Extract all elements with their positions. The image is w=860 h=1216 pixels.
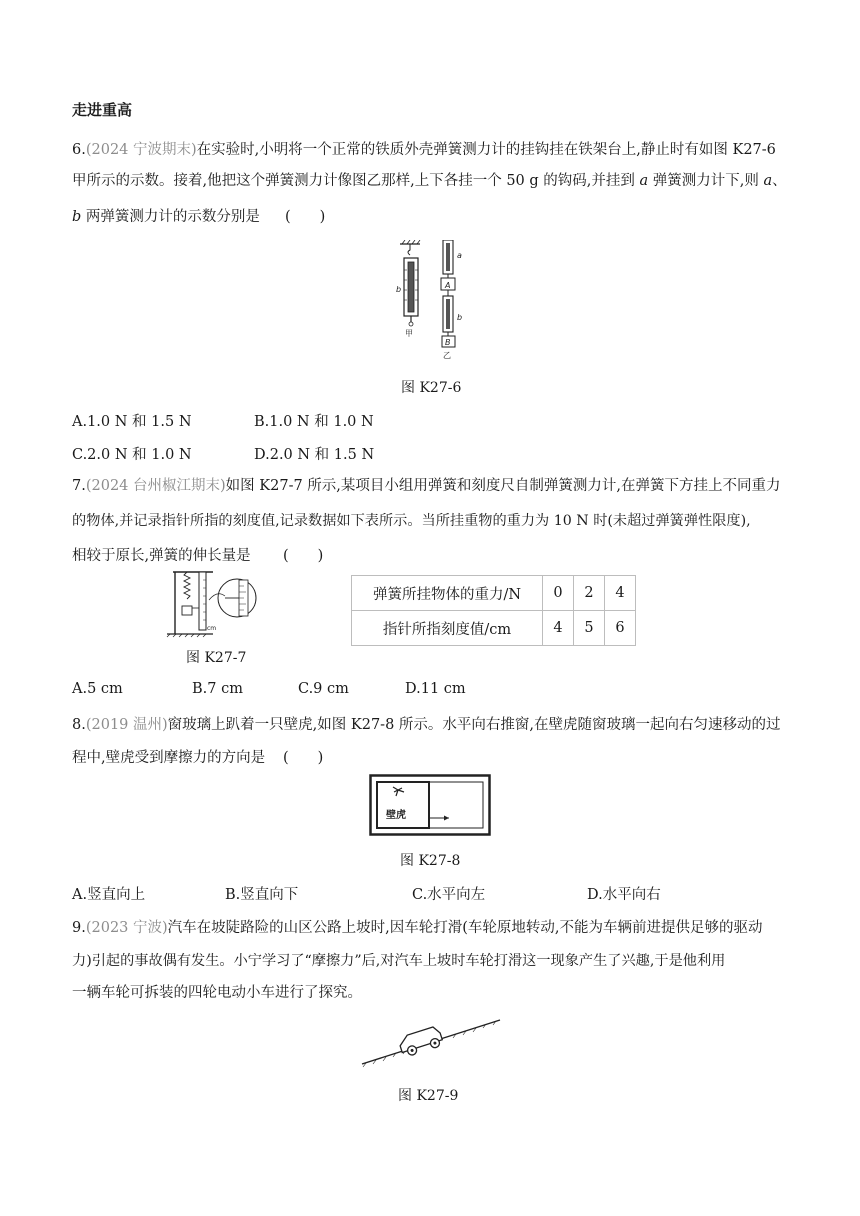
q8-number: 8. [72, 717, 86, 733]
q6-label-B: B [445, 338, 451, 347]
q7-source: (2024 台州椒江期末) [85, 478, 226, 494]
q8-option-a: A.竖直向上 [72, 887, 146, 903]
q8-answer-bracket: ( ) [283, 750, 324, 766]
q8-gecko-label: 壁虎 [386, 810, 406, 821]
table-cell: 2 [574, 576, 605, 611]
q6-scale-jia [396, 240, 420, 338]
q6-label-jia: 甲 [405, 329, 413, 338]
table-cell: 5 [574, 611, 605, 646]
table-cell: 弹簧所挂物体的重力/N [352, 576, 543, 611]
q7-option-c: C.9 cm [298, 681, 349, 697]
q6-label-b-right: b [457, 313, 463, 322]
q6-answer-bracket: ( ) [285, 209, 326, 225]
q9-line-1: 9.(2023 宁波)汽车在坡陡路险的山区公路上坡时,因车轮打滑(车轮原地转动,不能为车辆前进提供足够的驱动 [72, 920, 763, 936]
q7-line-3: 相较于原长,弹簧的伸长量是 [72, 548, 251, 564]
q8-option-c: C.水平向左 [412, 887, 486, 903]
section-title: 走进重高 [72, 101, 133, 119]
q7-option-b: B.7 cm [192, 681, 243, 697]
q8-figure-caption: 图 K27-8 [400, 853, 461, 869]
q7-figure-unit: cm [207, 625, 217, 632]
q8-option-b: B.竖直向下 [225, 887, 299, 903]
table-row [352, 576, 636, 611]
q9-figure-car-on-slope [360, 1016, 502, 1068]
table-cell: 4 [543, 611, 574, 646]
q6-label-a: a [457, 251, 462, 260]
q8-option-d: D.水平向右 [587, 887, 661, 903]
q6-scale-yi [441, 240, 462, 360]
q6-line-2: 甲所示的示数。接着,他把这个弹簧测力计像图乙那样,上下各挂一个 50 g 的钩码,并挂到 a 弹簧测力计下,则 a、 [72, 173, 787, 189]
table-cell: 4 [605, 576, 636, 611]
q6-line-1: 6.(2024 宁波期末)在实验时,小明将一个正常的铁质外壳弹簧测力计的挂钩挂在铁架台上,静止时有如图 K27-6 [72, 142, 776, 158]
q7-line-1: 7.(2024 台州椒江期末)如图 K27-7 所示,某项目小组用弹簧和刻度尺自制弹簧测力计,在弹簧下方挂上不同重力 [72, 478, 781, 494]
q7-answer-bracket: ( ) [283, 548, 324, 564]
table-cell: 指针所指刻度值/cm [352, 611, 543, 646]
q6-label-b-left: b [396, 285, 402, 294]
q9-source: (2023 宁波) [85, 920, 168, 936]
q6-number: 6. [72, 142, 86, 158]
q7-option-d: D.11 cm [405, 681, 466, 697]
q9-number: 9. [72, 920, 86, 936]
table-cell: 0 [543, 576, 574, 611]
q6-label-yi: 乙 [443, 351, 451, 360]
q8-line-1: 8.(2019 温州)窗玻璃上趴着一只壁虎,如图 K27-8 所示。水平向右推窗,在壁虎随窗玻璃一起向右匀速移动的过 [72, 717, 781, 733]
q9-figure-caption: 图 K27-9 [398, 1088, 459, 1104]
q6-figure-spring-scales [390, 240, 480, 362]
q6-figure-caption: 图 K27-6 [401, 380, 462, 396]
q8-source: (2019 温州) [85, 717, 168, 733]
q7-line-2: 的物体,并记录指针所指的刻度值,记录数据如下表所示。当所挂重物的重力为 10 N 时(未超过弹簧弹性限度), [72, 513, 751, 529]
q7-data-table [351, 575, 636, 646]
table-row [352, 611, 636, 646]
q7-figure-caption: 图 K27-7 [186, 650, 247, 666]
q8-line-2: 程中,壁虎受到摩擦力的方向是 [72, 750, 266, 766]
table-cell: 6 [605, 611, 636, 646]
q7-option-a: A.5 cm [72, 681, 123, 697]
q7-number: 7. [72, 478, 86, 494]
q6-option-c: C.2.0 N 和 1.0 N [72, 447, 192, 463]
q6-label-A: A [445, 281, 451, 290]
q6-source: (2024 宁波期末) [85, 142, 197, 158]
q8-figure-window [369, 774, 491, 836]
q6-option-b: B.1.0 N 和 1.0 N [254, 414, 374, 430]
q9-line-2: 力)引起的事故偶有发生。小宁学习了“摩擦力”后,对汽车上坡时车轮打滑这一现象产生了兴趣,于是他利用 [72, 953, 726, 969]
q6-line-3: b 两弹簧测力计的示数分别是 [72, 209, 260, 225]
q6-option-a: A.1.0 N 和 1.5 N [72, 414, 192, 430]
q6-option-d: D.2.0 N 和 1.5 N [254, 447, 375, 463]
q9-line-3: 一辆车轮可拆装的四轮电动小车进行了探究。 [72, 985, 362, 1001]
q7-figure-spring-ruler [165, 568, 265, 638]
